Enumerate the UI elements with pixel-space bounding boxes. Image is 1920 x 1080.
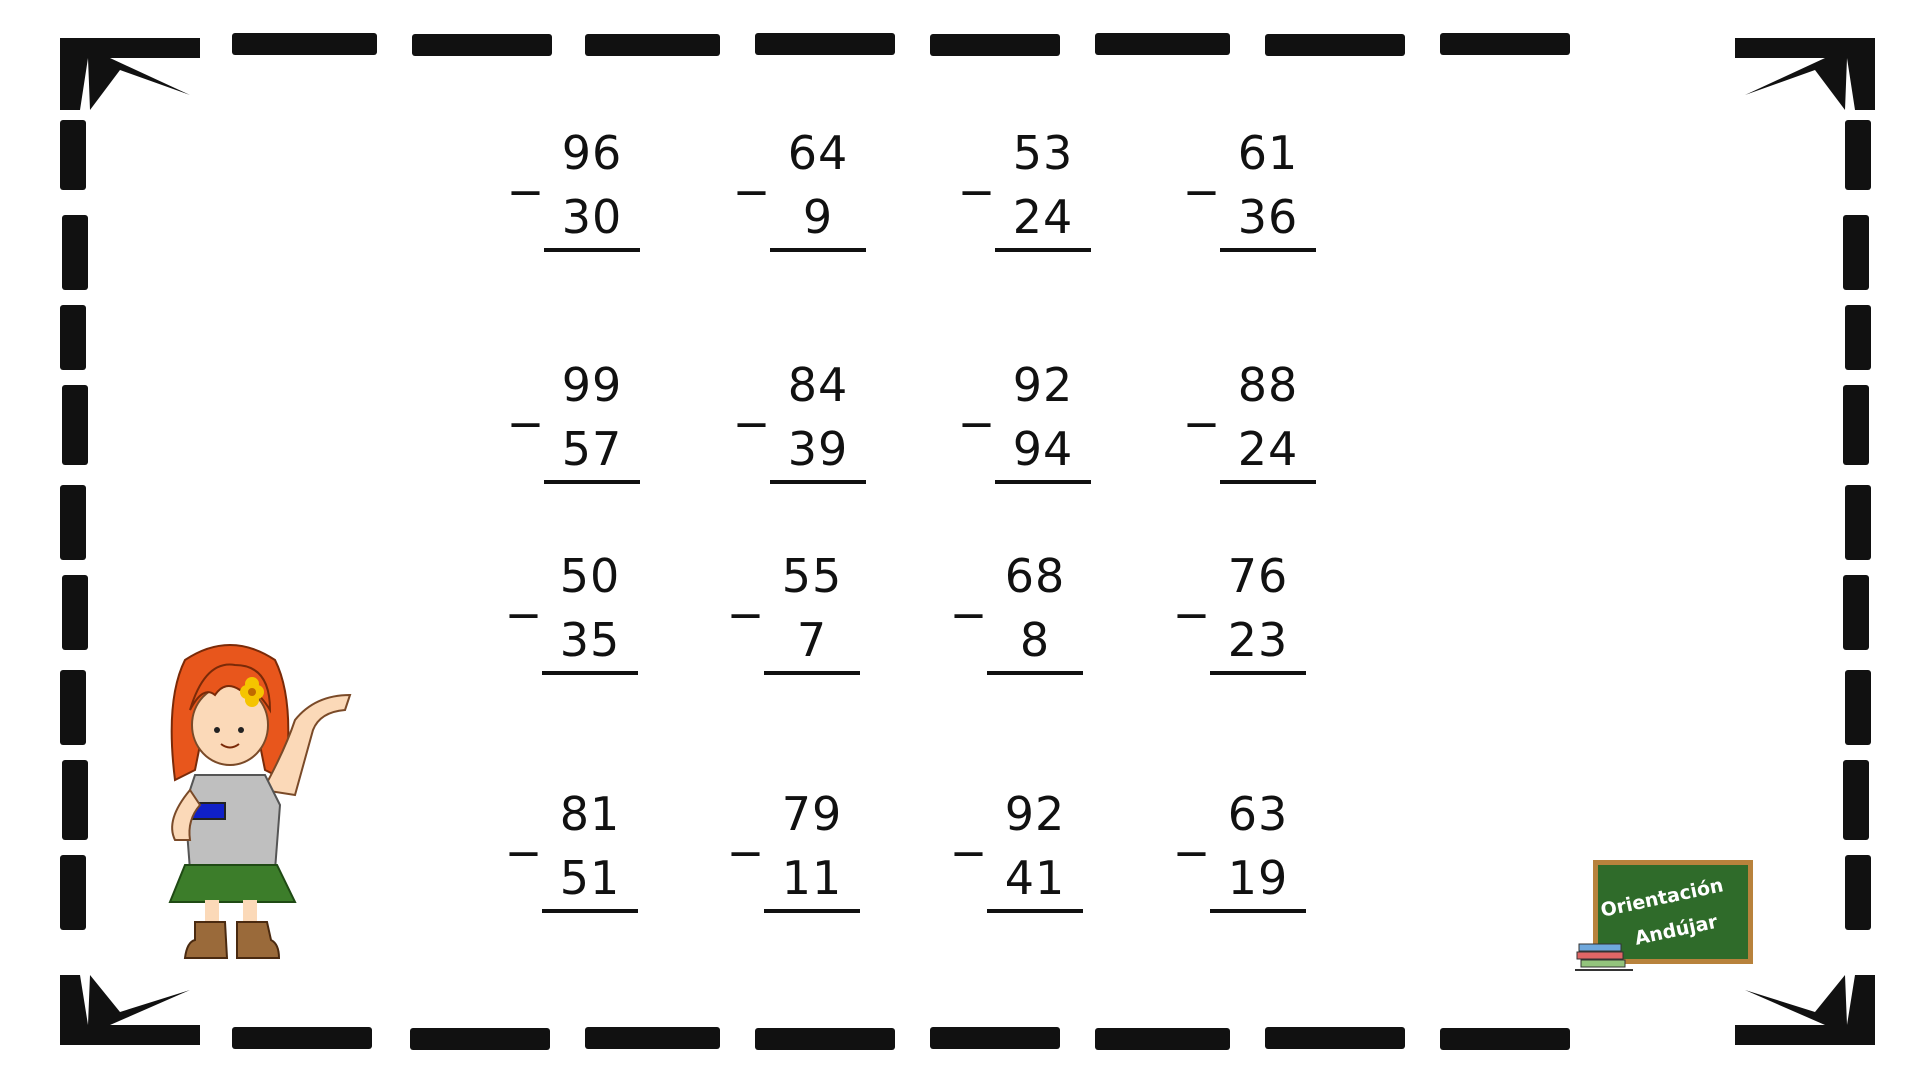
answer-line: [544, 480, 640, 484]
subtrahend: 7: [796, 613, 828, 667]
subtraction-problem: [1178, 548, 1358, 698]
minuend: 88: [1237, 358, 1299, 412]
minuend: 61: [1237, 126, 1299, 180]
minus-sign: _: [955, 555, 982, 618]
subtraction-problem: [732, 786, 912, 936]
minuend: 99: [561, 358, 623, 412]
answer-line: [1220, 480, 1316, 484]
minuend: 64: [787, 126, 849, 180]
subtraction-problem: [1178, 786, 1358, 936]
answer-line: [542, 671, 638, 675]
books-icon: [1575, 940, 1635, 974]
answer-line: [542, 909, 638, 913]
minus-sign: _: [512, 132, 539, 195]
subtrahend: 30: [561, 190, 623, 244]
minus-sign: _: [963, 364, 990, 427]
subtrahend: 35: [559, 613, 621, 667]
subtrahend: 24: [1012, 190, 1074, 244]
answer-line: [1210, 671, 1306, 675]
answer-line: [764, 671, 860, 675]
subtrahend: 9: [802, 190, 834, 244]
minus-sign: _: [1188, 132, 1215, 195]
subtrahend: 19: [1227, 851, 1289, 905]
subtraction-problem: [955, 786, 1135, 936]
subtraction-problem: [1188, 125, 1368, 275]
minuend: 53: [1012, 126, 1074, 180]
minuend: 63: [1227, 787, 1289, 841]
minuend: 50: [559, 549, 621, 603]
orientacion-andujar-logo: [1575, 860, 1760, 975]
minus-sign: _: [510, 793, 537, 856]
minus-sign: _: [512, 364, 539, 427]
minuend: 79: [781, 787, 843, 841]
minus-sign: _: [1178, 555, 1205, 618]
minus-sign: _: [1178, 793, 1205, 856]
subtrahend: 41: [1004, 851, 1066, 905]
subtraction-problem: [510, 786, 690, 936]
subtrahend: 51: [559, 851, 621, 905]
answer-line: [1220, 248, 1316, 252]
minus-sign: _: [738, 364, 765, 427]
answer-line: [987, 671, 1083, 675]
subtraction-problem: [512, 125, 692, 275]
subtrahend: 11: [781, 851, 843, 905]
answer-line: [764, 909, 860, 913]
minus-sign: _: [510, 555, 537, 618]
minus-sign: _: [955, 793, 982, 856]
answer-line: [770, 248, 866, 252]
minus-sign: _: [732, 793, 759, 856]
answer-line: [995, 248, 1091, 252]
answer-line: [995, 480, 1091, 484]
answer-line: [987, 909, 1083, 913]
minuend: 68: [1004, 549, 1066, 603]
minuend: 96: [561, 126, 623, 180]
minus-sign: _: [738, 132, 765, 195]
girl-illustration: [145, 640, 365, 970]
subtraction-problem: [963, 357, 1143, 507]
minuend: 92: [1012, 358, 1074, 412]
minuend: 92: [1004, 787, 1066, 841]
minuend: 84: [787, 358, 849, 412]
minuend: 76: [1227, 549, 1289, 603]
subtrahend: 23: [1227, 613, 1289, 667]
minus-sign: _: [1188, 364, 1215, 427]
logo-line-1: Orientación: [1598, 874, 1726, 922]
answer-line: [1210, 909, 1306, 913]
minus-sign: _: [963, 132, 990, 195]
subtraction-problem: [738, 357, 918, 507]
minuend: 81: [559, 787, 621, 841]
subtraction-problem: [510, 548, 690, 698]
answer-line: [770, 480, 866, 484]
minuend: 55: [781, 549, 843, 603]
subtraction-problem: [963, 125, 1143, 275]
logo-line-2: Andújar: [1632, 910, 1720, 950]
answer-line: [544, 248, 640, 252]
subtraction-problem: [512, 357, 692, 507]
subtrahend: 36: [1237, 190, 1299, 244]
subtrahend: 24: [1237, 422, 1299, 476]
subtraction-problem: [955, 548, 1135, 698]
subtraction-problem: [738, 125, 918, 275]
subtraction-problem: [732, 548, 912, 698]
subtrahend: 57: [561, 422, 623, 476]
minus-sign: _: [732, 555, 759, 618]
subtraction-problem: [1188, 357, 1368, 507]
subtrahend: 39: [787, 422, 849, 476]
subtrahend: 94: [1012, 422, 1074, 476]
subtrahend: 8: [1019, 613, 1051, 667]
